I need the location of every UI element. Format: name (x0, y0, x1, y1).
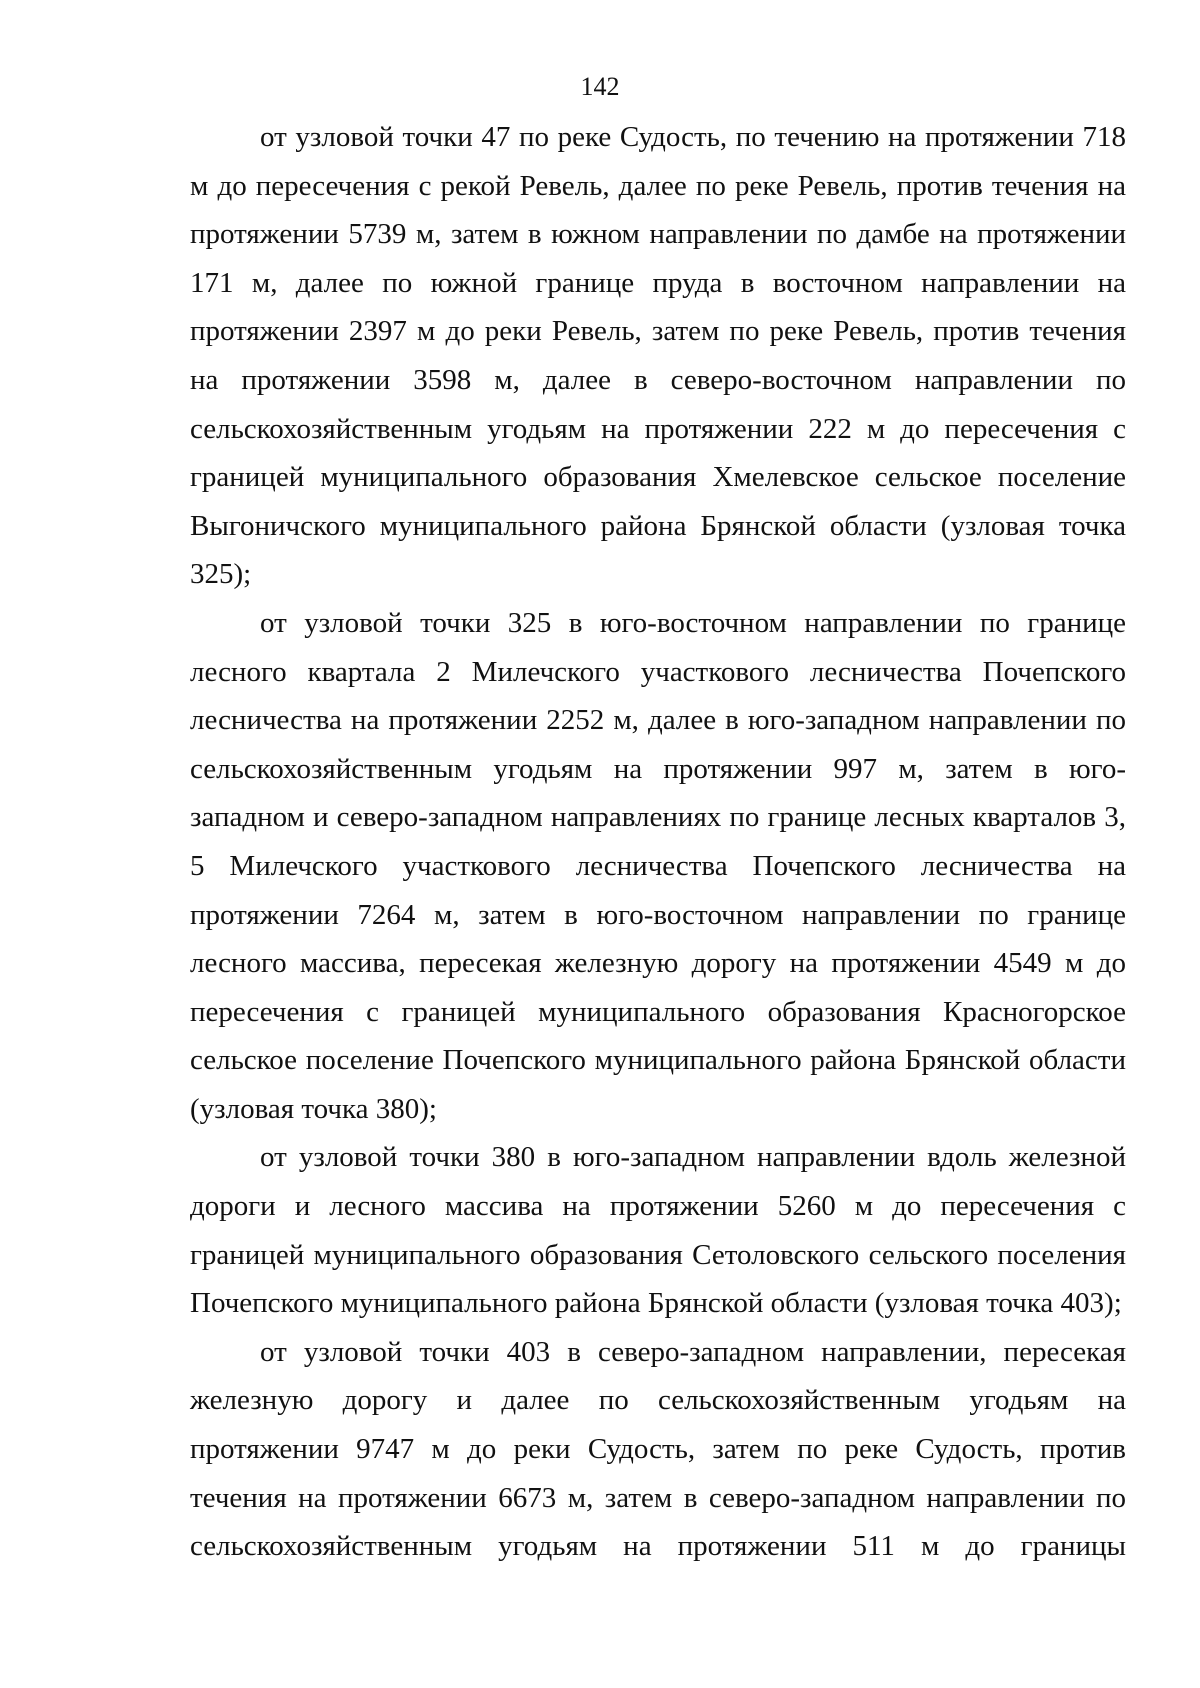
page-number: 142 (580, 72, 620, 101)
paragraph: от узловой точки 403 в северо-западном направлении, пересекая железную дорогу и далее по сельскохозяйственным угодьям на протяжении 9747 м до реки Судость, затем по реке Судость, против течения на протяжении 6673 м, затем в северо-западном направлении по сельскохозяйственным угодьям на протяжении 511 м до границы (190, 1335, 1126, 1563)
paragraph: от узловой точки 380 в юго-западном направлении вдоль железной дороги и лесного массива на протяжении 5260 м до пересечения с границей муниципального образования Сетоловского сельского поселения Почепского муниципального района Брянской области (узловая точка 403); (190, 1141, 1126, 1320)
paragraph: от узловой точки 47 по реке Судость, по течению на протяжении 718 м до пересечения с рекой Ревель, далее по реке Ревель, против течения на протяжении 5739 м, затем в южном направлении по дамбе на протяжении 171 м, далее по южной границе пруда в восточном направлении на протяжении 2397 м до реки Ревель, затем по реке Ревель, против течения на протяжении 3598 м, далее в северо-восточном направлении по сельскохозяйственным угодьям на протяжении 222 м до пересечения с границей муниципального образования Хмелевское сельское поселение Выгоничского муниципального района Брянской области (узловая точка 325); (190, 121, 1126, 591)
paragraph: от узловой точки 325 в юго-восточном направлении по границе лесного квартала 2 Милечского участкового лесничества Почепского лесничества на протяжении 2252 м, далее в юго-западном направлении по сельскохозяйственным угодьям на протяжении 997 м, затем в юго-западном и северо-западном направлениях по границе лесных кварталов 3, 5 Милечского участкового лесничества Почепского лесничества на протяжении 7264 м, затем в юго-восточном направлении по границе лесного массива, пересекая железную дорогу на протяжении 4549 м до пересечения с границей муниципального образования Красногорское сельское поселение Почепского муниципального района Брянской области (узловая точка 380); (190, 606, 1126, 1125)
document-body (190, 113, 1126, 1571)
